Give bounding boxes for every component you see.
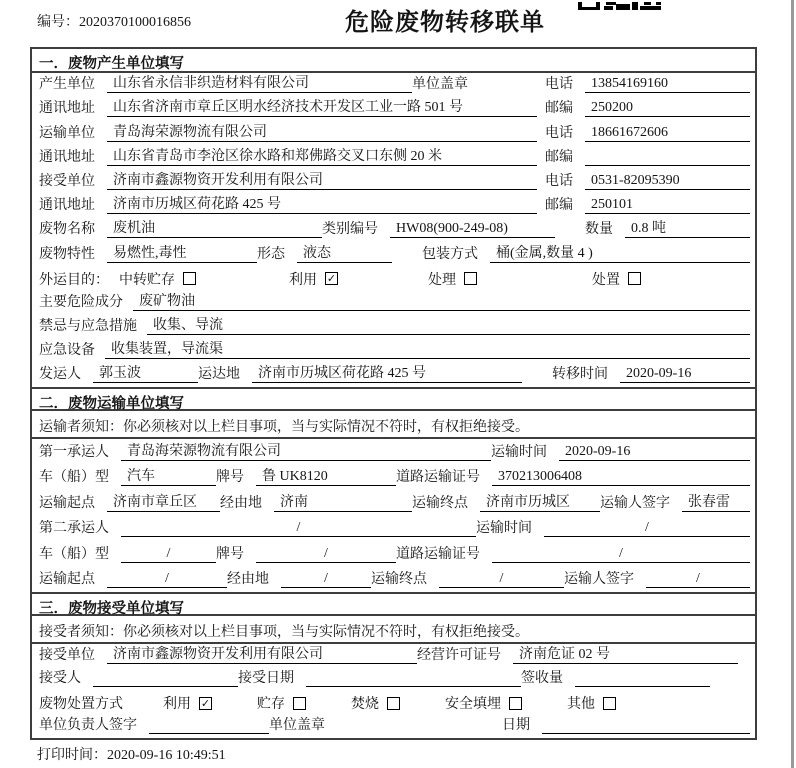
disposal-option-label: 利用	[163, 697, 191, 713]
purpose-option-label: 处理	[428, 272, 456, 288]
plate2-value: /	[256, 546, 396, 563]
transport-time1-value: 2020-09-16	[559, 444, 750, 461]
serial-value: 2020370100016856	[79, 15, 191, 30]
zip-label: 邮编	[545, 101, 573, 117]
row-route1	[32, 490, 755, 516]
producer-value: 山东省永信非织造材料有限公司	[107, 72, 412, 93]
purpose-option-use	[289, 269, 338, 289]
zip-label: 邮编	[545, 149, 573, 165]
zip-label: 邮编	[545, 198, 573, 214]
row-second-carrier	[32, 516, 755, 542]
print-time-label: 打印时间：	[37, 748, 107, 763]
vehicle1-value: 汽车	[121, 465, 216, 486]
plate-label: 牌号	[216, 546, 244, 562]
transporter-zip-value	[585, 149, 750, 166]
vehicle-label: 车（船）型	[39, 470, 109, 486]
character-value: 易燃性,毒性	[107, 242, 257, 263]
receiver-value: 济南市鑫源物资开发利用有限公司	[107, 169, 537, 190]
packing-value: 桶(金属,数量 4 )	[490, 242, 750, 263]
terminus2-value: /	[439, 571, 564, 588]
carrier-sign2-value: /	[646, 571, 750, 588]
row-transfer-purpose	[32, 267, 755, 291]
transfer-form-table	[30, 47, 757, 740]
carrier-sign-label: 运输人签字	[564, 572, 634, 588]
packing-label: 包装方式	[422, 246, 478, 262]
vehicle-label: 车（船）型	[39, 546, 109, 562]
shipper-value: 郭玉波	[93, 362, 198, 383]
page-title: 危险废物转移联单	[345, 9, 545, 36]
row-hazard-component	[32, 291, 755, 315]
row-transport-unit	[32, 121, 755, 145]
row-producer-address	[32, 97, 755, 121]
purpose-option-treat	[428, 269, 477, 289]
transporter-label: 运输单位	[39, 125, 95, 141]
unit-seal-label: 单位盖章	[269, 718, 325, 734]
transporter-notice: 运输者须知：你必须核对以上栏目事项，当与实际情况不符时，有权拒绝接受。	[32, 411, 755, 439]
carrier-sign-label: 运输人签字	[600, 495, 670, 511]
carrier1-label: 第一承运人	[39, 444, 109, 460]
row-vehicle1	[32, 465, 755, 491]
transporter-value: 青岛海荣源物流有限公司	[107, 121, 537, 142]
row-vehicle2	[32, 541, 755, 567]
purpose-option-storage	[119, 269, 196, 289]
transfer-time-value: 2020-09-16	[620, 366, 750, 383]
waste-name-value: 废机油	[107, 217, 322, 238]
row-receive-unit	[32, 644, 755, 668]
destination-value: 济南市历城区荷花路 425 号	[252, 362, 522, 383]
origin1-value: 济南市章丘区	[107, 491, 220, 512]
date-value	[542, 717, 750, 734]
responsible-sign-value	[149, 717, 269, 734]
receive-qty-value	[575, 670, 710, 687]
print-time	[37, 744, 226, 764]
receive-date-label: 接受日期	[238, 671, 294, 687]
transporter-address-value: 山东省青岛市李沧区徐水路和郑佛路交叉口东侧 20 米	[107, 145, 537, 166]
row-disposal-method	[32, 691, 755, 715]
section-receiver	[32, 592, 755, 738]
row-receiver-unit	[32, 170, 755, 194]
row-emergency-equipment	[32, 339, 755, 363]
responsible-sign-label: 单位负责人签字	[39, 718, 137, 734]
purpose-option-label: 利用	[289, 272, 317, 288]
form-label: 形态	[257, 246, 285, 262]
license-value: 济南危证 02 号	[513, 643, 738, 664]
equipment-value: 收集装置，导流渠	[105, 338, 750, 359]
carrier2-label: 第二承运人	[39, 521, 109, 537]
road-permit-label: 道路运输证号	[396, 470, 480, 486]
taboo-value: 收集、导流	[147, 314, 750, 335]
plate-label: 牌号	[216, 470, 244, 486]
equipment-label: 应急设备	[39, 343, 95, 359]
row-shipper	[32, 363, 755, 387]
waste-name-label: 废物名称	[39, 222, 95, 238]
checkbox-disposal-store	[293, 697, 306, 710]
form-value: 液态	[297, 242, 392, 263]
section2-header: 二．废物运输单位填写	[32, 387, 755, 411]
disposal-option-label: 焚烧	[351, 697, 379, 713]
unit-seal-label: 单位盖章	[412, 77, 468, 93]
phone-label: 电话	[545, 77, 573, 93]
section1-header: 一．废物产生单位填写	[32, 49, 755, 73]
receiver-zip-value: 250101	[585, 197, 750, 214]
road-permit-label: 道路运输证号	[396, 546, 480, 562]
via1-value: 济南	[274, 491, 412, 512]
producer-phone-value: 13854169160	[585, 76, 750, 93]
receive-qty-label: 签收量	[521, 671, 563, 687]
via-label: 经由地	[220, 495, 262, 511]
checkbox-storage	[183, 272, 196, 285]
serial-label: 编号：	[37, 15, 79, 30]
road-permit2-value: /	[492, 546, 750, 563]
vehicle2-value: /	[121, 546, 216, 563]
shipper-label: 发运人	[39, 367, 81, 383]
producer-zip-value: 250200	[585, 100, 750, 117]
terminus-label: 运输终点	[371, 572, 427, 588]
checkbox-dispose	[628, 272, 641, 285]
disposal-option-label: 安全填埋	[445, 697, 501, 713]
phone-label: 电话	[545, 173, 573, 189]
row-producer-unit	[32, 73, 755, 97]
transporter-phone-value: 18661672606	[585, 125, 750, 142]
receiver-label: 接受单位	[39, 173, 95, 189]
quantity-label: 数量	[585, 222, 613, 238]
terminus1-value: 济南市历城区	[480, 491, 600, 512]
carrier-sign1-value: 张春雷	[682, 491, 750, 512]
purpose-option-label: 中转贮存	[119, 272, 175, 288]
category-label: 类别编号	[322, 222, 378, 238]
via2-value: /	[281, 571, 371, 588]
road-permit1-value: 370213006408	[492, 469, 750, 486]
row-responsible-sign	[32, 715, 755, 739]
row-taboo-measures	[32, 315, 755, 339]
checkbox-use-checked: ✓	[326, 272, 337, 286]
character-label: 废物特性	[39, 246, 95, 262]
section-transporter	[32, 387, 755, 592]
origin-label: 运输起点	[39, 572, 95, 588]
receive-unit-value: 济南市鑫源物资开发利用有限公司	[107, 643, 417, 664]
quantity-value: 0.8 吨	[625, 217, 750, 238]
scan-page-edge	[791, 0, 794, 768]
transport-time-label: 运输时间	[476, 521, 532, 537]
purpose-option-dispose	[592, 269, 641, 289]
print-time-value: 2020-09-16 10:49:51	[107, 748, 226, 763]
via-label: 经由地	[227, 572, 269, 588]
row-first-carrier	[32, 439, 755, 465]
row-transporter-address	[32, 146, 755, 170]
phone-label: 电话	[545, 125, 573, 141]
disposal-option-other	[567, 693, 616, 713]
taboo-label: 禁忌与应急措施	[39, 319, 137, 335]
date-label: 日期	[502, 718, 530, 734]
checkbox-disposal-burn	[387, 697, 400, 710]
row-route2	[32, 567, 755, 593]
section3-header: 三．废物接受单位填写	[32, 592, 755, 616]
receiver-notice: 接受者须知：你必须核对以上栏目事项，当与实际情况不符时，有权拒绝接受。	[32, 616, 755, 644]
disposal-option-label: 其他	[567, 697, 595, 713]
license-label: 经营许可证号	[417, 647, 501, 663]
disposal-option-store	[257, 693, 306, 713]
carrier2-value: /	[121, 520, 476, 537]
disposal-option-landfill	[445, 693, 522, 713]
section-producer	[32, 49, 755, 387]
terminus-label: 运输终点	[412, 495, 468, 511]
receiver-address-value: 济南市历城区荷花路 425 号	[107, 193, 537, 214]
address-label: 通讯地址	[39, 101, 95, 117]
receive-unit-label: 接受单位	[39, 647, 95, 663]
origin2-value: /	[107, 571, 227, 588]
transfer-time-label: 转移时间	[552, 367, 608, 383]
receive-date-value	[306, 670, 521, 687]
disposal-option-label: 贮存	[257, 697, 285, 713]
destination-label: 运达地	[198, 367, 240, 383]
row-receiver-address	[32, 194, 755, 218]
address-label: 通讯地址	[39, 149, 95, 165]
purpose-option-label: 处置	[592, 272, 620, 288]
document-header	[0, 0, 796, 47]
row-receive-person	[32, 668, 755, 692]
receive-person-label: 接受人	[39, 671, 81, 687]
checkbox-disposal-other	[603, 697, 616, 710]
receiver-phone-value: 0531-82095390	[585, 173, 750, 190]
row-waste-character	[32, 242, 755, 266]
category-value: HW08(900-249-08)	[390, 221, 555, 238]
receive-person-value	[93, 670, 238, 687]
address-label: 通讯地址	[39, 198, 95, 214]
row-waste-name	[32, 218, 755, 242]
checkbox-treat	[464, 272, 477, 285]
checkbox-disposal-landfill	[509, 697, 522, 710]
producer-label: 产生单位	[39, 77, 95, 93]
transport-time2-value: /	[544, 520, 750, 537]
origin-label: 运输起点	[39, 495, 95, 511]
plate1-value: 鲁 UK8120	[256, 465, 396, 486]
carrier1-value: 青岛海荣源物流有限公司	[121, 440, 491, 461]
producer-address-value: 山东省济南市章丘区明水经济技术开发区工业一路 501 号	[107, 96, 537, 117]
disposal-label: 废物处置方式	[39, 697, 123, 713]
hazard-label: 主要危险成分	[39, 294, 123, 310]
checkbox-disposal-use-checked: ✓	[200, 696, 211, 710]
hazard-value: 废矿物油	[133, 290, 750, 311]
disposal-option-use	[163, 693, 212, 713]
transport-time-label: 运输时间	[491, 444, 547, 460]
purpose-label: 外运目的：	[39, 272, 109, 288]
disposal-option-burn	[351, 693, 400, 713]
